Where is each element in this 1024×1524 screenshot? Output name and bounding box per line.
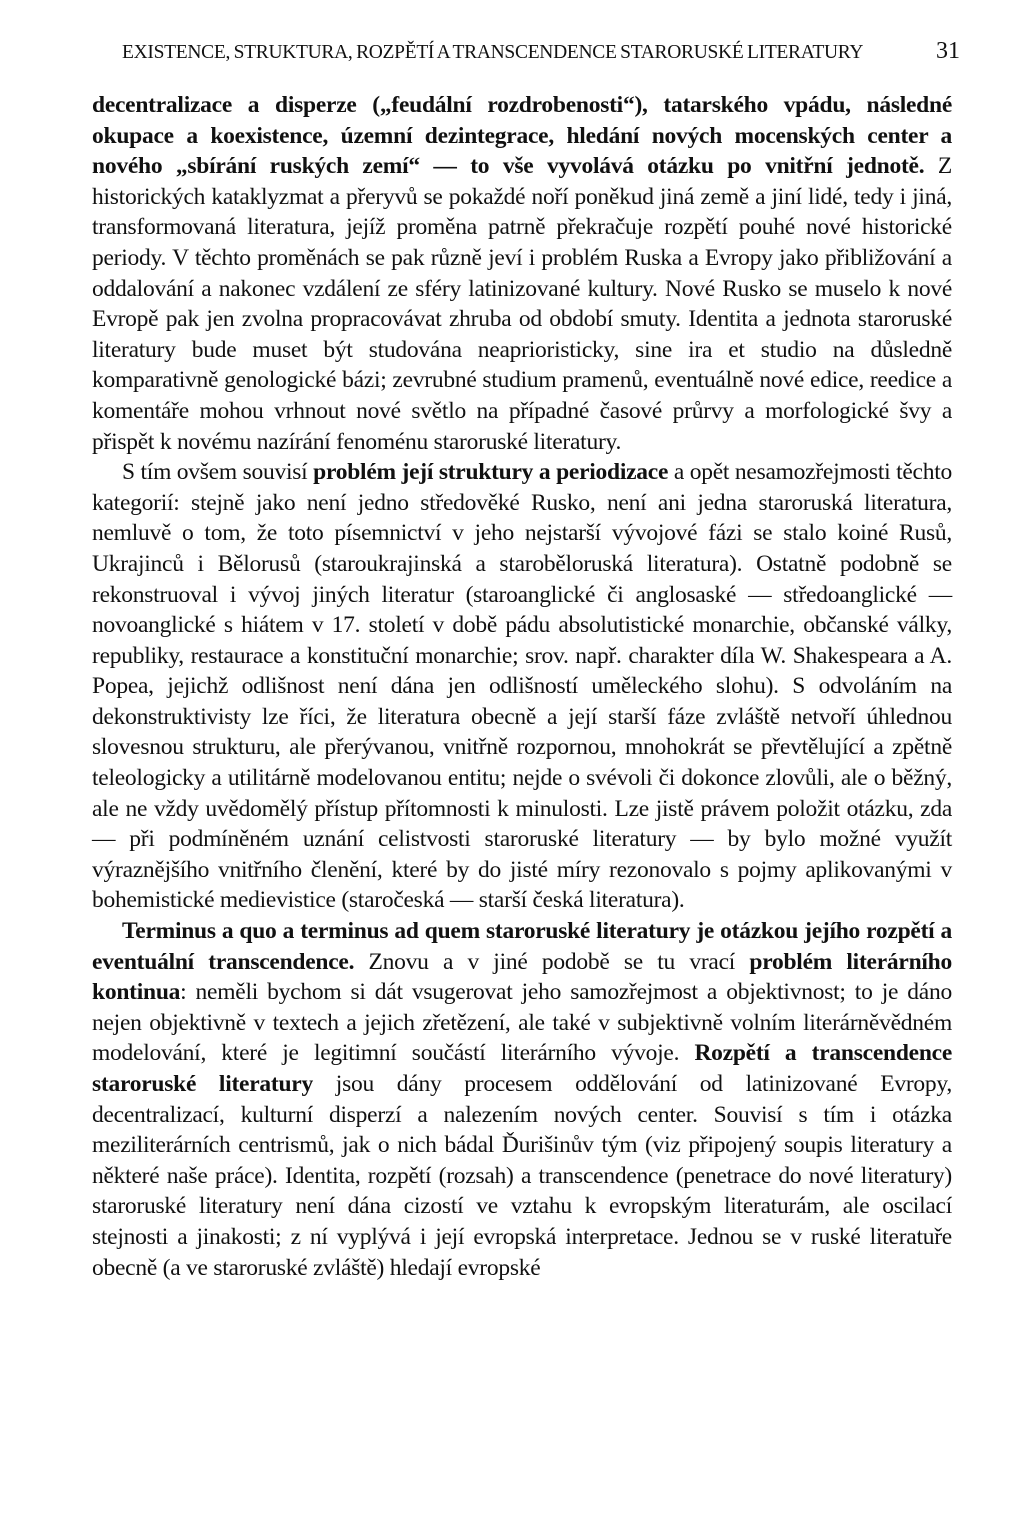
paragraph-2 [92,457,952,916]
text-run: : neměli bychom si dát vsugerovat jeho samozřejmost a objektivnost; to je dáno nejen objektivně v textech a jejich zřetězení, ale také v subjektivně volním literárněvědném modelování, které je legitimní součástí literárního vývoje. [92,979,952,1067]
text-run: a opět nesamozřejmosti těchto kategorií: stejně jako není jedno středověké Rusko, není ani jedna staroruská literatura, nemluvě o tom, že toto písemnictví v jeho nejstarší vývojové fázi se stalo koiné Rusů, Ukrajinců i Bělorusů (staroukrajinská a staroběloruská literatura). Ostatně podobně se rekonstruoval i vývoj jiných literatur (staroanglické či anglosaské — středoanglické — novoanglické s hiátem v 17. století v době pádu absolutistické monarchie, občanské války, republiky, restaurace a konstituční monarchie; srov. např. charakter díla W. Shakespeara a A. Popea, jejichž odlišnost není dána jen odlišností uměleckého slohu). S odvoláním na dekonstruktivisty lze říci, že literatura obecně a její starší fáze zvláště netvoří úhlednou slovesnou strukturu, ale přerývanou, vnitřně rozpornou, mnohokrát se převtělující a zpětně teleologicky a utilitárně modelovanou entitu; nejde o svévoli či dokonce zlovůli, ale o běžný, ale ne vždy uvědomělý přístup přítomnosti k minulosti. Lze jistě právem položit otázku, zda — při podmíněném uznání celistvosti staroruské literatury — by bylo možné využít výraznějšího vnitřního členění, které by do jisté míry rezonovalo s pojmy aplikovanými v bohemistické medievistice (staročeská — starší česká literatura). [92,459,952,914]
body-text [92,90,952,1283]
bold-phrase: Rozpětí a transcendence staroruské literatury [92,1040,952,1097]
paragraph-3 [92,916,952,1283]
text-run: S tím ovšem souvisí [122,459,314,486]
paragraph-1 [92,90,952,457]
running-head [122,38,960,78]
bold-phrase: problém literárního kontinua [92,948,952,1006]
bold-phrase: Terminus a quo a terminus ad quem staroruské literatury je otázkou jejího rozpětí a eventuální transcendence. [92,918,952,975]
running-title: EXISTENCE, STRUKTURA, ROZPĚTÍ A TRANSCENDENCE STARORUSKÉ LITERATURY [122,42,864,63]
page-number: 31 [936,38,960,64]
bold-phrase: problém její struktury a periodizace [313,459,669,486]
bold-phrase: decentralizace a disperze („feudální rozdrobenosti“), tatarského vpádu, následné okupace a koexistence, územní dezintegrace, hledání nových mocenských center a nového „sbírání ruských zemí“ — to vše vyvolává otázku po vnitřní jednotě. [92,92,952,180]
text-run: Z historických kataklyzmat a přeryvů se pokaždé noří poněkud jiná země a jiní lidé, tedy i jiná, transformovaná literatura, jejíž proměna patrně překračuje rozpětí pouhé nové historické periody. V těchto proměnách se pak různě jeví i problém Ruska a Evropy jako přibližování a oddalování a nakonec vzdálení ze sféry latinizované kultury. Nové Rusko se muselo k nové Evropě pak jen zvolna propracovávat zhruba od období smuty. Identita a jednota staroruské literatury bude muset být studována neaprioristicky, sine ira et studio na důsledně komparativně genologické bázi; zevrubné studium pramenů, eventuálně nové edice, reedice a komentáře mohou vrhnout nové světlo na případné časové průrvy a morfologické švy a přispět k novému nazírání fenoménu staroruské literatury. [92,153,952,455]
text-run: jsou dány procesem oddělování od latinizované Evropy, decentralizací, kulturní disperzí a nalezením nových center. Souvisí s tím i otázka meziliterárních centrismů, jak o nich bádal Ďurišinův tým (viz připojený soupis literatury a některé naše práce). Identita, rozpětí (rozsah) a transcendence (penetrace do nové literatury) staroruské literatury není dána cizostí ve vztahu k evropským literaturám, ale oscilací stejnosti a jinakosti; z ní vyplývá i její evropská interpretace. Jednou se v ruské literatuře obecně (a ve staroruské zvláště) hledají evropské [92,1071,952,1281]
text-run: Znovu a v jiné podobě se tu vrací [354,948,750,975]
